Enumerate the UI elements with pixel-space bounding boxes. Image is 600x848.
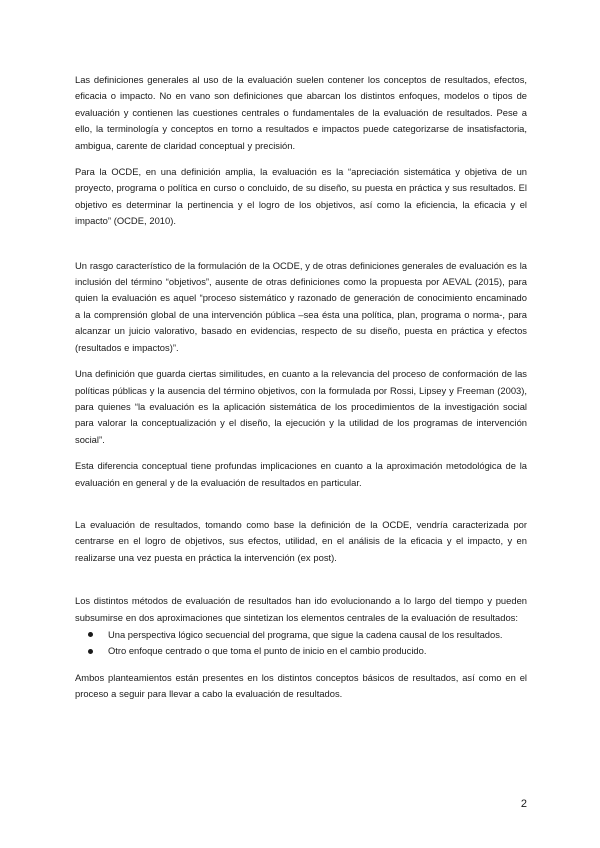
bullet-text: Otro enfoque centrado o que toma el punto de inicio en el cambio producido.: [108, 645, 427, 657]
paragraph-ocde-definition: Para la OCDE, en una definición amplia, la evaluación es la “apreciación sistemática y objetiva de un proyecto, programa o política en curso o concluido, de su diseño, su puesta en práctica y sus resultados. El objetivo es determinar la pertinencia y el logro de los objetivos, así como la eficiencia, la eficacia y el impacto” (OCDE, 2010).: [75, 166, 527, 227]
paragraph-methods: Los distintos métodos de evaluación de resultados han ido evolucionando a lo largo del tiempo y pueden subsumirse en dos aproximaciones que sintetizan los elementos centrales de la evaluación de resultados:: [75, 595, 527, 623]
paragraph-definitions-intro: Las definiciones generales al uso de la evaluación suelen contener los conceptos de resultados, efectos, eficacia o impacto. No en vano son definiciones que abarcan los distintos enfoques, modelos o tipos de evaluación y contienen las cuestiones centrales o fundamentales de la evaluación de resultados. Pese a ello, la terminología y conceptos en torno a resultados e impactos puede categorizarse de insatisfactoria, ambigua, carente de claridad conceptual y precisión.: [75, 74, 527, 151]
paragraph-conceptual-difference: Esta diferencia conceptual tiene profundas implicaciones en cuanto a la aproximación metodológica de la evaluación en general y de la evaluación de resultados en particular.: [75, 460, 527, 488]
page-number: 2: [520, 798, 527, 810]
bullet-icon: [88, 632, 93, 637]
paragraph-closing: Ambos planteamientos están presentes en los distintos conceptos básicos de resultados, así como en el proceso a seguir para llevar a cabo la evaluación de resultados.: [75, 671, 527, 700]
approaches-list: [75, 627, 527, 660]
list-item: [75, 643, 527, 659]
paragraph-rossi-definition: Una definición que guarda ciertas similitudes, en cuanto a la relevancia del proceso de conformación de las políticas públicas y la ausencia del término objetivos, con la formulada por Rossi, Lipsey y Freeman (2003), para quienes “la evaluación es la aplicación sistemática de los procedimientos de la investigación social para valorar la conceptualización y el diseño, la ejecución y la utilidad de los programas de intervención social”.: [75, 368, 527, 445]
list-item: [75, 627, 527, 643]
paragraph-aeval-definition: Un rasgo característico de la formulación de la OCDE, y de otras definiciones generales de evaluación es la inclusión del término “objetivos”, ausente de otras definiciones como la propuesta por AEVAL (2015), para quien la evaluación es aquel “proceso sistemático y razonado de generación de conocimiento encaminado a la comprensión global de una intervención pública –sea ésta una política, plan, programa o norma-, para alcanzar un juicio valorativo, basado en evidencias, respecto de su diseño, puesta en práctica y efectos (resultados e impactos)”.: [75, 259, 527, 353]
bullet-icon: [88, 649, 93, 654]
paragraph-results-evaluation: La evaluación de resultados, tomando como base la definición de la OCDE, vendría caracterizada por centrarse en el logro de objetivos, sus efectos, utilidad, en el análisis de la eficacia y el impacto, y en realizarse una vez puesta en práctica la intervención (ex post).: [75, 518, 527, 563]
bullet-text: Una perspectiva lógico secuencial del programa, que sigue la cadena causal de los resultados.: [108, 628, 503, 640]
